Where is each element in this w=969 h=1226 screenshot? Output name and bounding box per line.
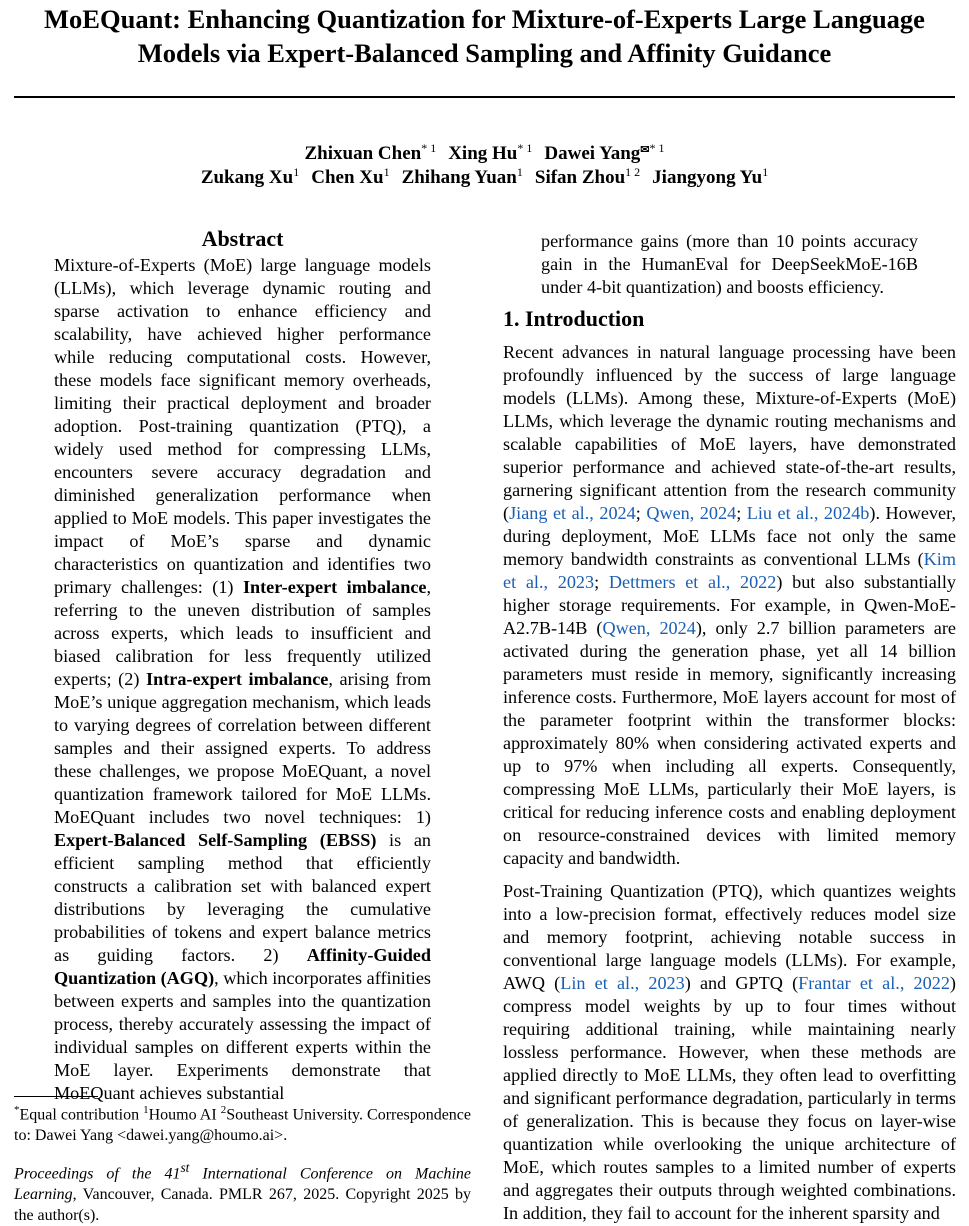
left-column bbox=[54, 225, 431, 1105]
citation-link[interactable]: Liu et al., 2024b bbox=[746, 503, 870, 523]
right-column bbox=[503, 230, 956, 1225]
author: Sifan Zhou$^{1 2}$ bbox=[534, 165, 641, 188]
author: Zhixuan Chen$^{* 1}$ bbox=[304, 141, 437, 164]
authors-row-2 bbox=[0, 160, 969, 190]
intro-paragraph-1: Recent advances in natural language processing have been profoundly influenced by the success of large language models (LLMs). Among these, Mixture-of-Experts (MoE) LLMs, which leverage the dynamic routing mechanisms and scalable capabilities of MoE layers, have demonstrated superior performance and achieved state-of-the-art results, garnering significant attention from the research community (Jiang et al., 2024; Qwen, 2024; Liu et al., 2024b). However, during deployment, MoE LLMs face not only the same memory bandwidth constraints as conventional LLMs (Kim et al., 2023; Dettmers et al., 2022) but also substantially higher storage requirements. For example, in Qwen-MoE-A2.7B-14B (Qwen, 2024), only 2.7 billion parameters are activated during the generation phase, yet all 14 billion parameters must reside in memory, significantly increasing inference costs. Furthermore, MoE layers account for most of the parameter footprint within the transformer blocks: approximately 80% when considering activated experts and up to 97% when including all experts. Consequently, compressing MoE LLMs, particularly their MoE layers, is critical for reducing inference costs and enabling deployment on resource-constrained devices with limited memory capacity and bandwidth. bbox=[503, 342, 957, 868]
abstract-text: Mixture-of-Experts (MoE) large language models (LLMs), which leverage dynamic routing and sparse activation to enhance efficiency and scalability, have achieved higher performance while reducing computational costs. However, these models face significant memory overheads, limiting their practical deployment and broader adoption. Post-training quantization (PTQ), a widely used method for compressing LLMs, encounters severe accuracy degradation and diminished generalization performance when applied to MoE models. This paper investigates the impact of MoE’s sparse and dynamic characteristics on quantization and identifies two primary challenges: (1) Inter-expert imbalance, referring to the uneven distribution of samples across experts, which leads to insufficient and biased calibration for less frequently utilized experts; (2) Intra-expert imbalance, arising from MoE’s unique aggregation mechanism, which leads to varying degrees of correlation between different samples and their assigned experts. To address these challenges, we propose MoEQuant, a novel quantization framework tailored for MoE LLMs. MoEQuant includes two novel techniques: 1) Expert-Balanced Self-Sampling (EBSS) is an efficient sampling method that efficiently constructs a calibration set with balanced expert distributions by leveraging the cumulative probabilities of tokens and expert balance metrics as guiding factors. 2) Affinity-Guided Quantization (AGQ), which incorporates affinities between experts and samples into the quantization process, thereby accurately assessing the impact of individual samples on different experts within the MoE layer. Experiments demonstrate that MoEQuant achieves substantial bbox=[54, 255, 432, 1103]
proceedings-note: Proceedings of the 41st International Conference on Machine Learning, Vancouver, Canada. PMLR 267, 2025. Copyright 2025 by the author(s). bbox=[14, 1160, 472, 1225]
paper-title bbox=[0, 2, 969, 70]
footnote: *Equal contribution $^1$Houmo AI $^2$Southeast University. Correspondence to: Dawei Yang <dawei.yang@houmo.ai>. bbox=[14, 1104, 471, 1145]
footnote-rule bbox=[14, 1096, 98, 1097]
author: Jiangyong Yu$^1$ bbox=[652, 165, 769, 188]
abstract-continuation: performance gains (more than 10 points accuracy gain in the HumanEval for DeepSeekMoE-16B under 4-bit quantization) and boosts efficiency. bbox=[541, 231, 918, 297]
title-line-2: Models via Expert-Balanced Sampling and Affinity Guidance bbox=[137, 38, 832, 68]
abstract-heading: Abstract bbox=[201, 226, 284, 251]
citation-link[interactable]: Qwen, 2024 bbox=[646, 503, 737, 523]
citation-link[interactable]: Jiang et al., 2024 bbox=[509, 503, 636, 523]
intro-paragraph-2: Post-Training Quantization (PTQ), which quantizes weights into a low-precision format, effectively reduces model size and memory footprint, achieving notable success in conventional large language models (LLMs). For example, AWQ (Lin et al., 2023) and GPTQ (Frantar et al., 2022) compress model weights by up to four times without requiring additional training, while maintaining nearly lossless performance. However, when these methods are applied directly to MoE LLMs, they often lead to overfitting and significant performance degradation, particularly in terms of generalization. This is because they focus on layer-wise quantization while overlooking the unique architecture of MoE, which routes samples to a limited number of experts and aggregates their outputs through weighted combinations. In addition, they fail to account for the inherent sparsity and bbox=[503, 881, 956, 1223]
author: Dawei Yang$^{✉* 1}$ bbox=[544, 141, 665, 164]
citation-link[interactable]: Kim et al., 2023 bbox=[503, 549, 956, 592]
citation-link[interactable]: Lin et al., 2023 bbox=[560, 973, 685, 993]
author: Zukang Xu$^1$ bbox=[200, 165, 300, 188]
citation-link[interactable]: Qwen, 2024 bbox=[602, 618, 696, 638]
title-line-1: MoEQuant: Enhancing Quantization for Mixture-of-Experts Large Language bbox=[44, 4, 925, 34]
author: Chen Xu$^1$ bbox=[311, 165, 390, 188]
envelope-icon: ✉ bbox=[640, 144, 650, 156]
title-rule bbox=[14, 96, 955, 98]
author: Zhihang Yuan$^1$ bbox=[401, 165, 523, 188]
introduction-heading: 1. Introduction bbox=[503, 306, 645, 331]
citation-link[interactable]: Dettmers et al., 2022 bbox=[608, 572, 777, 592]
citation-link[interactable]: Frantar et al., 2022 bbox=[798, 973, 950, 993]
author: Xing Hu$^{* 1}$ bbox=[448, 141, 533, 164]
